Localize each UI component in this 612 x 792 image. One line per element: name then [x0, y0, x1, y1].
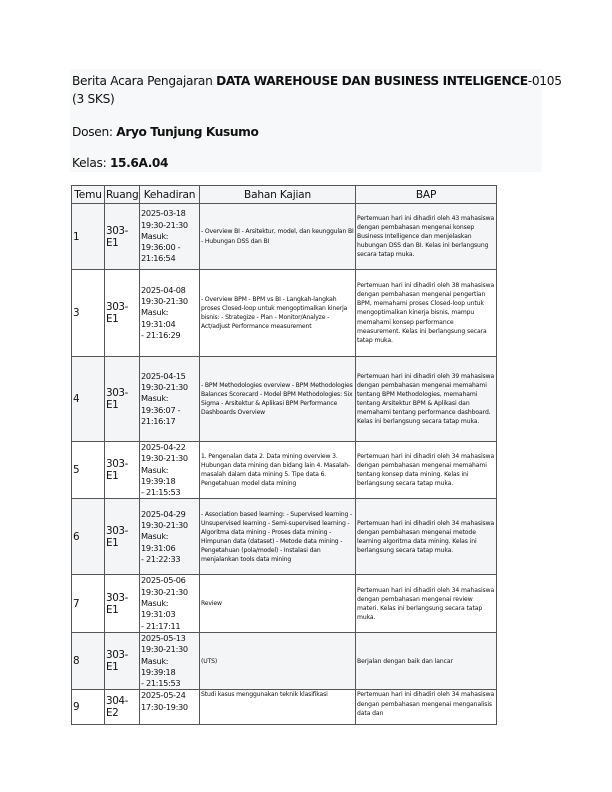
attendance-line: 19:30-21:30 — [141, 296, 188, 307]
table-row — [72, 499, 497, 575]
meeting-number-cell: 3 — [72, 270, 105, 357]
meeting-number-cell: 7 — [72, 575, 105, 632]
lecturer-name: Aryo Tunjung Kusumo — [116, 125, 259, 139]
attendance-line: Masuk: 19:31:03 — [141, 598, 176, 620]
document-title — [72, 73, 562, 89]
course-name: DATA WAREHOUSE DAN BUSINESS INTELIGENCE — [216, 74, 528, 88]
attendance-line: 21:16:54 — [141, 253, 176, 264]
room-cell: 303-E1 — [105, 442, 140, 499]
attendance-cell — [140, 357, 200, 442]
material-cell: 1. Pengenalan data 2. Data mining overview 3. Hubungan data mining dan bidang lain 4. Masalah-masalah dalam data mining 5. Tipe data 6. Pengetahuan model data mining — [200, 442, 356, 499]
attendance-line: Masuk: — [141, 393, 169, 404]
bap-cell: Pertemuan hari ini dihadiri oleh 34 mahasiswa dengan pembahasan mengenai metode learning algoritma data mining. Kelas ini berlangsung secara tatap muka. — [356, 499, 497, 575]
bap-cell: Pertemuan hari ini dihadiri oleh 39 mahasiswa dengan pembahasan mengenai memahami tentang BPM Methodologies, memahami tentang Arsitektur BPM & Aplikasi dan memahami tentang performance dashboard. Kelas ini berlangsung secara tatap muka. — [356, 357, 497, 442]
attendance-line: 19:30-21:30 — [141, 520, 188, 531]
meeting-number-cell: 8 — [72, 632, 105, 689]
material-cell: - BPM Methodologies overview - BPM Methodologies Balances Scorecard - Model BPM Methodologies: Six Sigma - Arsitektur & Aplikasi BPM Performance Dashboards Overview — [200, 357, 356, 442]
attendance-cell — [140, 442, 200, 499]
title-prefix: Berita Acara Pengajaran — [72, 74, 217, 88]
column-header: Temu — [72, 186, 105, 204]
course-credits: (3 SKS) — [72, 92, 115, 106]
table-row — [72, 690, 497, 725]
attendance-line: 2025-04-22 — [141, 442, 186, 452]
material-cell: Review — [200, 575, 356, 632]
attendance-line: 2025-04-08 — [141, 284, 186, 295]
attendance-cell — [140, 204, 200, 270]
room-cell: 303-E1 — [105, 575, 140, 632]
table-row — [72, 442, 497, 499]
meeting-number-cell: 5 — [72, 442, 105, 499]
table-row — [72, 575, 497, 632]
attendance-line: 2025-05-24 — [141, 690, 186, 701]
meeting-number-cell: 9 — [72, 690, 105, 725]
material-cell: - Association based learning: - Supervised learning - Unsupervised learning - Semi-supervised learning - Algoritma data mining - Proses data mining - Himpunan data (dataset) - Metode data mining - Pengetahuan (pola/model) - Instalasi dan menjalankan tools data mining — [200, 499, 356, 575]
bap-cell: Berjalan dengan baik dan lancar — [356, 632, 497, 689]
attendance-line: 2025-03-18 — [141, 208, 186, 219]
attendance-line: Masuk: 19:39:18 — [141, 655, 176, 677]
attendance-line: - 21:22:33 — [141, 553, 181, 564]
table-row — [72, 204, 497, 270]
attendance-cell — [140, 690, 200, 725]
bap-cell: Pertemuan hari ini dihadiri oleh 38 mahasiswa dengan pembahasan mengenai pengertian BPM, memahami proses Closed-loop untuk mengoptimalkan kinerja bisnis, mampu memahami konsep performance measurement. Kelas ini berlangsung secara tatap muka. — [356, 270, 497, 357]
attendance-line: 19:30-21:30 — [141, 644, 188, 655]
attendance-line: 21:16:17 — [141, 415, 176, 426]
material-cell: - Overview BPM - BPM vs BI - Langkah-langkah proses Closed-loop untuk mengoptimalkan kinerja bisnis: - Strategize - Plan - Monitor/Analyze - Act/adjust Performance measurement — [200, 270, 356, 357]
course-code: -0105 — [527, 74, 562, 88]
attendance-cell — [140, 575, 200, 632]
table-row — [72, 270, 497, 357]
table-row — [72, 632, 497, 689]
attendance-line: 2025-04-15 — [141, 370, 186, 381]
attendance-line: - 21:15:53 — [141, 678, 181, 689]
meeting-number-cell: 4 — [72, 357, 105, 442]
material-cell: - Overview BI - Arsitektur, model, dan keunggulan BI - Hubungan DSS dan BI — [200, 204, 356, 270]
table-header-row — [72, 186, 497, 204]
attendance-line: 2025-04-29 — [141, 508, 186, 519]
column-header: Ruang — [105, 186, 140, 204]
attendance-table — [71, 185, 497, 725]
attendance-line: 19:30-21:30 — [141, 219, 188, 230]
attendance-line: 19:30-21:30 — [141, 453, 188, 464]
room-cell: 303-E1 — [105, 499, 140, 575]
attendance-line: 2025-05-13 — [141, 632, 186, 643]
attendance-line: 19:30-21:30 — [141, 382, 188, 393]
class-label: Kelas: — [72, 156, 110, 170]
bap-cell: Pertemuan hari ini dihadiri oleh 34 mahasiswa dengan pembahasan mengenai review materi. Kelas ini berlangsung secara tatap muka. — [356, 575, 497, 632]
bap-cell: Pertemuan hari ini dihadiri oleh 43 mahasiswa dengan pembahasan mengenai konsep Business Intelligence dan menjelaskan hubungan DSS dan BI. Kelas ini berlangsung secara tatap muka. — [356, 204, 497, 270]
room-cell: 303-E1 — [105, 357, 140, 442]
material-cell: (UTS) — [200, 632, 356, 689]
class-line — [72, 155, 168, 171]
class-code: 15.6A.04 — [109, 156, 169, 170]
column-header: Kehadiran — [140, 186, 200, 204]
attendance-cell — [140, 270, 200, 357]
room-cell: 304-E2 — [105, 690, 140, 725]
meeting-number-cell: 1 — [72, 204, 105, 270]
material-cell: Studi kasus menggunakan teknik klasifikasi — [200, 690, 356, 725]
room-cell: 303-E1 — [105, 632, 140, 689]
lecturer-label: Dosen: — [72, 125, 117, 139]
column-header: Bahan Kajian — [200, 186, 356, 204]
attendance-line: Masuk: — [141, 230, 169, 241]
room-cell: 303-E1 — [105, 270, 140, 357]
room-cell: 303-E1 — [105, 204, 140, 270]
attendance-line: 19:36:00 - — [141, 242, 181, 253]
attendance-cell — [140, 499, 200, 575]
attendance-line: Masuk: 19:31:04 — [141, 307, 176, 329]
attendance-line: - 21:17:11 — [141, 620, 181, 631]
attendance-cell — [140, 632, 200, 689]
attendance-line: 19:36:07 - — [141, 404, 181, 415]
lecturer-line — [72, 124, 258, 140]
attendance-line: 17:30-19:30 — [141, 701, 188, 712]
table-row — [72, 357, 497, 442]
attendance-line: Masuk: 19:39:18 — [141, 464, 176, 486]
column-header: BAP — [356, 186, 497, 204]
attendance-line: Masuk: 19:31:06 — [141, 531, 176, 553]
attendance-line: 19:30-21:30 — [141, 586, 188, 597]
attendance-line: - 21:16:29 — [141, 329, 181, 340]
bap-cell: Pertemuan hari ini dihadiri oleh 34 mahasiswa dengan pembahasan mengenai menganalisis data dan — [356, 690, 497, 725]
bap-cell: Pertemuan hari ini dihadiri oleh 34 mahasiswa dengan pembahasan mengenai memahami tentang konsep data mining. Kelas ini berlangsung secara tatap muka. — [356, 442, 497, 499]
attendance-line: 2025-05-06 — [141, 575, 186, 586]
attendance-line: - 21:15:53 — [141, 487, 181, 498]
meeting-number-cell: 6 — [72, 499, 105, 575]
